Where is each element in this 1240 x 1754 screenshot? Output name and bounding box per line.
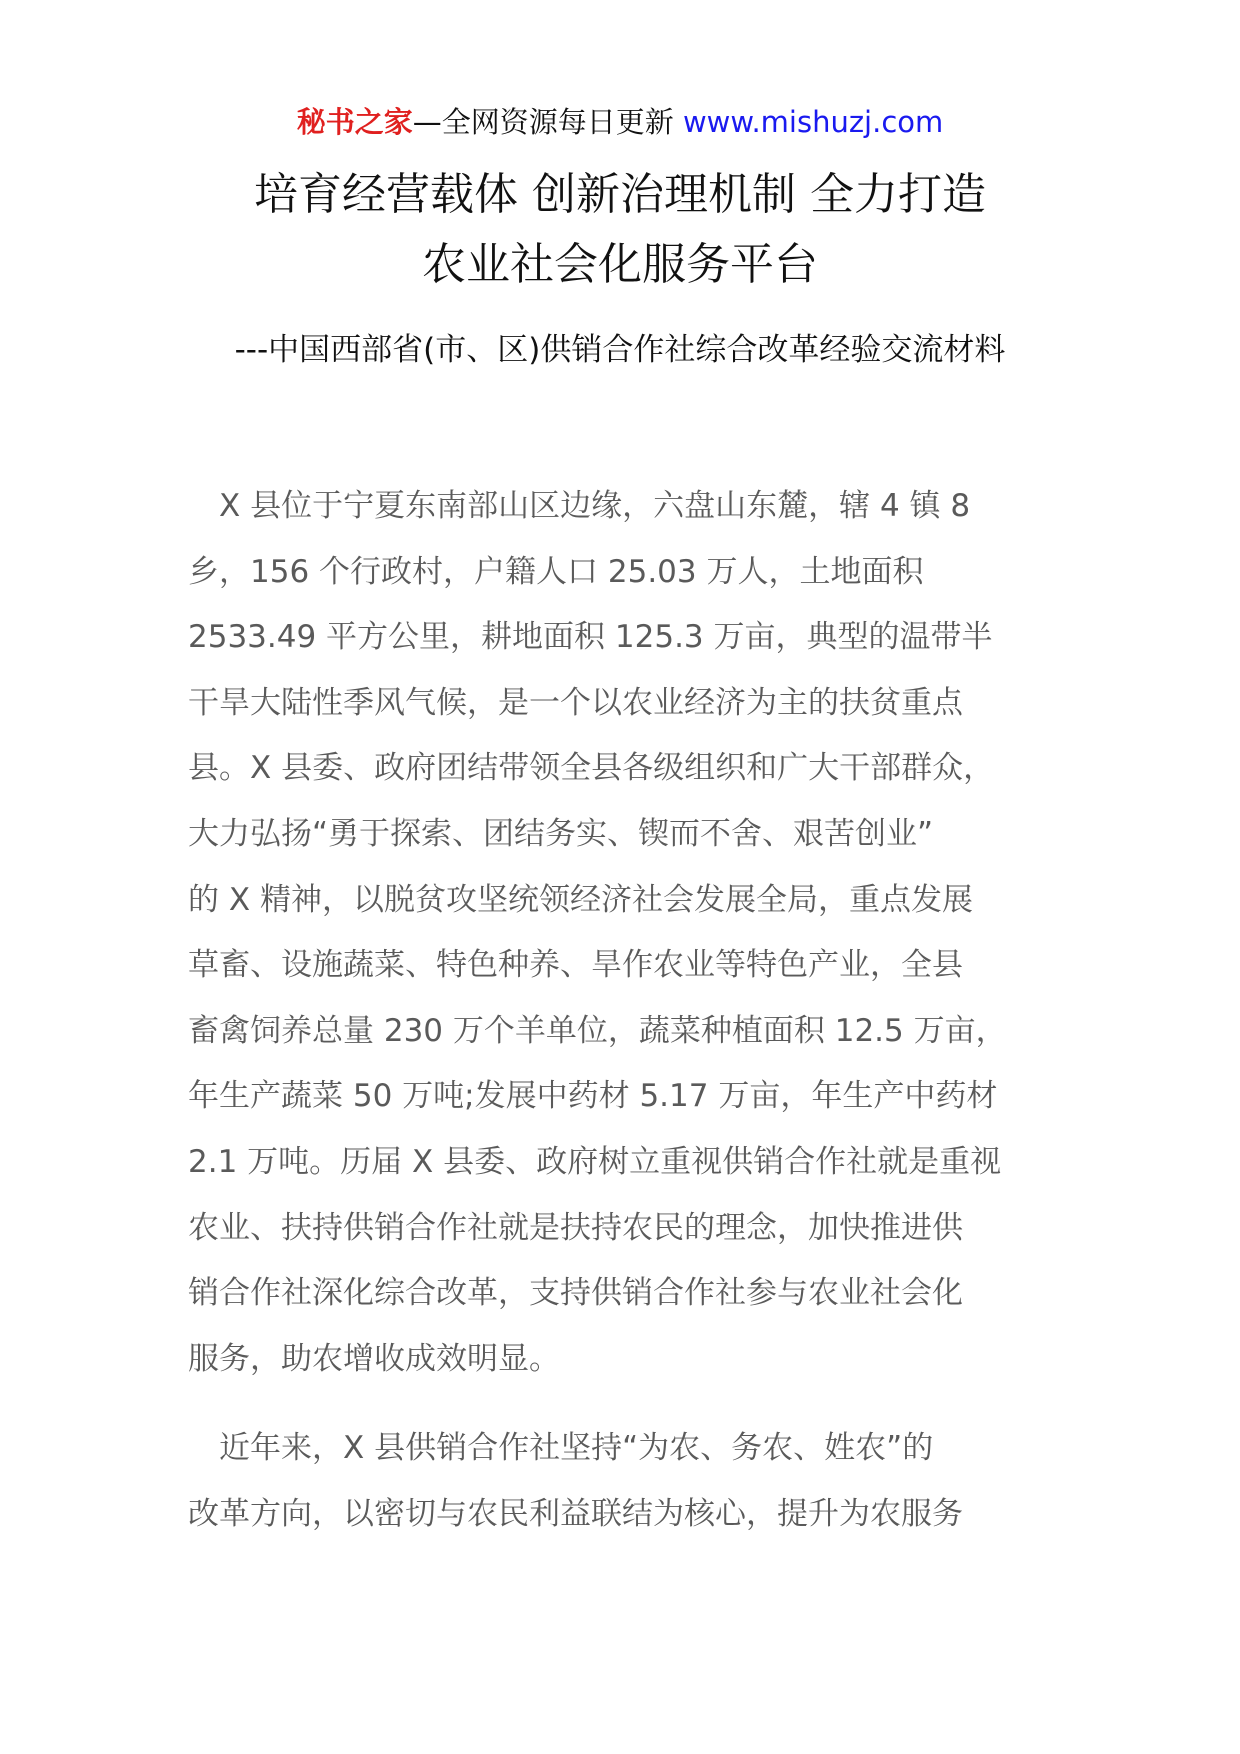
text-line: 大力弘扬“勇于探索、团结务实、锲而不舍、艰苦创业” (188, 815, 934, 852)
text-line: X 县位于宁夏东南部山区边缘，六盘山东麓，辖 4 镇 8 (188, 488, 971, 524)
text-line: 县。X 县委、政府团结带领全县各级组织和广大干部群众， (188, 750, 995, 787)
text-line: 的 X 精神，以脱贫攻坚统领经济社会发展全局，重点发展 (188, 881, 973, 918)
paragraph-1 (188, 474, 1058, 1392)
document-title (0, 160, 1240, 300)
text-line: 2533.49 平方公里，耕地面积 125.3 万亩，典型的温带半 (188, 619, 993, 656)
text-line: 改革方向，以密切与农民利益联结为核心，提升为农服务 (188, 1495, 963, 1532)
document-subtitle: ---中国西部省(市、区)供销合作社综合改革经验交流材料 (234, 332, 1006, 368)
text-line: 乡，156 个行政村，户籍人口 25.03 万人，土地面积 (188, 553, 924, 590)
title-line-1: 培育经营载体 创新治理机制 全力打造 (254, 169, 986, 220)
text-line: 畜禽饲养总量 230 万个羊单位，蔬菜种植面积 12.5 万亩， (188, 1012, 1007, 1049)
paragraph-2 (188, 1416, 1058, 1547)
text-line: 服务，助农增收成效明显。 (188, 1340, 560, 1377)
text-line: 草畜、设施蔬菜、特色种养、旱作农业等特色产业，全县 (188, 947, 963, 984)
text-line: 农业、扶持供销合作社就是扶持农民的理念，加快推进供 (188, 1209, 963, 1246)
header-slogan: —全网资源每日更新 (412, 105, 674, 139)
text-line: 年生产蔬菜 50 万吨;发展中药材 5.17 万亩，年生产中药材 (188, 1078, 998, 1115)
title-line-2: 农业社会化服务平台 (422, 239, 818, 290)
text-line: 销合作社深化综合改革，支持供销合作社参与农业社会化 (188, 1275, 963, 1312)
text-line: 干旱大陆性季风气候，是一个以农业经济为主的扶贫重点 (188, 684, 963, 721)
site-url-link[interactable]: www.mishuzj.com (682, 105, 944, 139)
site-header (0, 102, 1240, 142)
text-line: 2.1 万吨。历届 X 县委、政府树立重视供销合作社就是重视 (188, 1143, 1002, 1180)
text-line: 近年来，X 县供销合作社坚持“为农、务农、姓农”的 (188, 1430, 934, 1466)
brand-name: 秘书之家 (296, 105, 413, 139)
